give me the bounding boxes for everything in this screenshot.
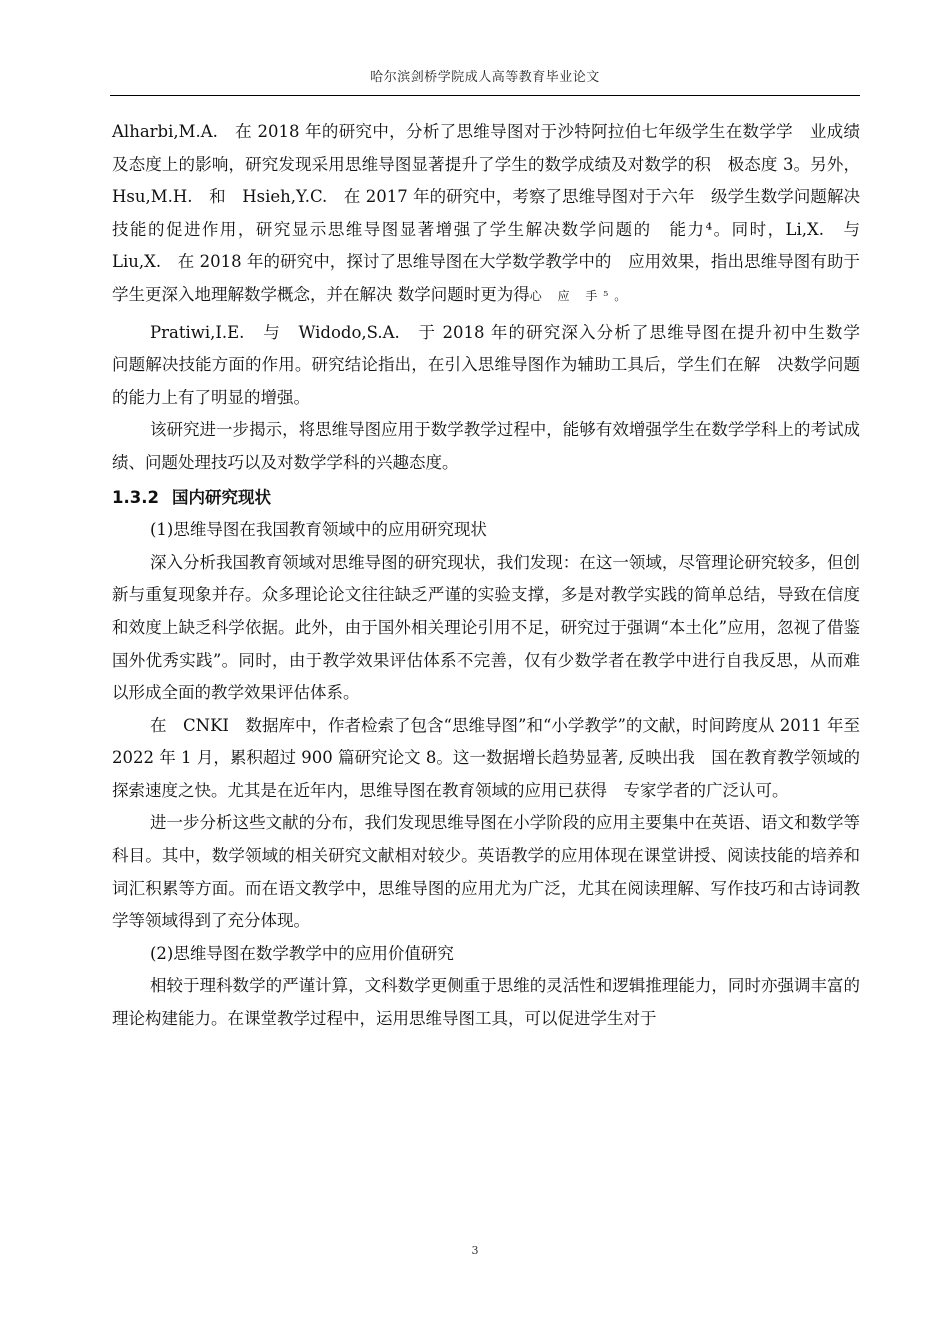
paragraph-domestic-2: 在 CNKI 数据库中，作者检索了包含“思维导图”和“小学教学”的文献，时间跨度从 2011 年至 2022 年 1 月，累积超过 900 篇研究论文 8。这一数据增长趋势显著, 反映出我 国在教育教学领域的探索速度之快。尤其是在近年内，思维导图在教育领域的应用已获得 专家学者的广泛认可。 <box>112 715 860 800</box>
paragraph-international-1 <box>112 116 877 313</box>
page-number: 3 <box>471 1244 479 1257</box>
paragraph-international-2: Pratiwi,I.E. 与 Widodo,S.A. 于 2018 年的研究深入分析了思维导图在提升初中生数学 问题解决技能方面的作用。研究结论指出，在引入思维导图作为辅助工具后，学生们在解 决数学问题的能力上有了明显的增强。 <box>112 322 877 407</box>
section-number: 1.3.2 <box>112 487 159 507</box>
subsection-heading-2: (2)思维导图在数学教学中的应用价值研究 <box>150 943 454 963</box>
running-header: 哈尔滨剑桥学院成人高等教育毕业论文 <box>370 70 600 85</box>
header-divider <box>110 95 860 96</box>
paragraph-tail: 心 应 手⁵。 <box>529 288 633 303</box>
paragraph-domestic-1: 深入分析我国教育领域对思维导图的研究现状，我们发现：在这一领域，尽管理论研究较多，但创新与重复现象并存。众多理论论文往往缺乏严谨的实验支撑，多是对教学实践的简单总结，导致在信度和效度上缺乏科学依据。此外，由于国外相关理论引用不足，研究过于强调“本土化”应用，忽视了借鉴国外优秀实践”。同时，由于教学效果评估体系不完善，仅有少数学者在教学中进行自我反思，从而难以形成全面的教学效果评估体系。 <box>112 552 860 703</box>
section-heading <box>112 482 860 515</box>
section-title: 国内研究现状 <box>172 487 271 507</box>
subsection-heading-1: (1)思维导图在我国教育领域中的应用研究现状 <box>150 520 487 540</box>
paragraph-domestic-4: 相较于理科数学的严谨计算，文科数学更侧重于思维的灵活性和逻辑推理能力，同时亦强调丰富的理论构建能力。在课堂教学过程中，运用思维导图工具，可以促进学生对于 <box>112 976 860 1029</box>
paragraph-international-3: 该研究进一步揭示，将思维导图应用于数学教学过程中，能够有效增强学生在数学学科上的考试成绩、问题处理技巧以及对数学学科的兴趣态度。 <box>112 420 860 472</box>
paragraph-text: Alharbi,M.A. 在 2018 年的研究中，分析了思维导图对于沙特阿拉伯七年级学生在数学学 业成绩及态度上的影响，研究发现采用思维导图显著提升了学生的数学成绩及对数学的积 极态度 3。另外，Hsu,M.H. 和 Hsieh,Y.C. 在 2017 年的研究中，考察了思维导图对于六年 级学生数学问题解决技能的促进作用，研究显示思维导图显著增强了学生解决数学问题的 能力⁴。同时，Li,X. 与 Liu,X. 在 2018 年的研究中，探讨了思维导图在大学数学教学中的 应用效果，指出思维导图有助于学生更深入地理解数学概念，并在解决 数学问题时更为得 <box>112 122 877 304</box>
paragraph-domestic-3: 进一步分析这些文献的分布，我们发现思维导图在小学阶段的应用主要集中在英语、语文和数学等科目。其中，数学领域的相关研究文献相对较少。英语教学的应用体现在课堂讲授、阅读技能的培养和词汇积累等方面。而在语文教学中，思维导图的应用尤为广泛，尤其在阅读理解、写作技巧和古诗词教学等领域得到了充分体现。 <box>112 813 860 931</box>
paper-body <box>112 116 877 1036</box>
